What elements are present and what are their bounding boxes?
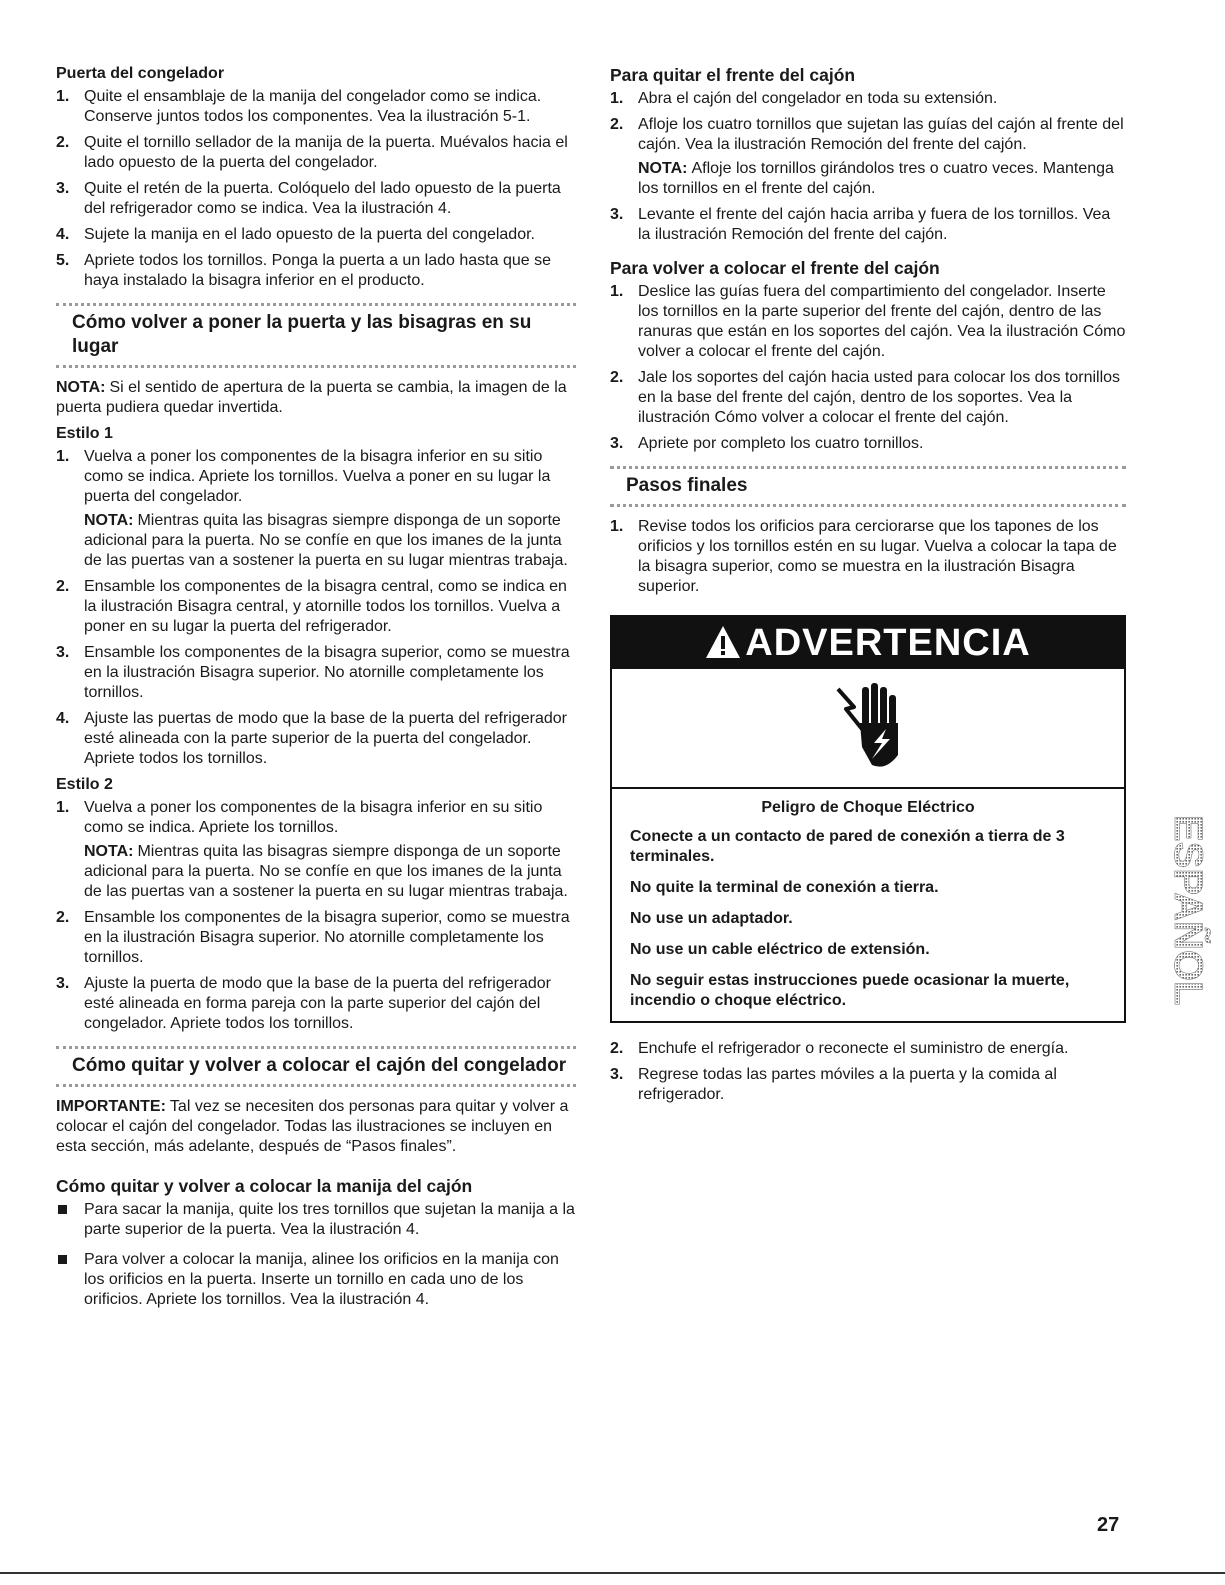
list-item: 3. Ensamble los componentes de la bisagra superior, como se muestra en la ilustración Bisagra superior. No atornille completamente los tornillos. [56,644,570,701]
step-note: NOTA: Mientras quita las bisagras siempre disponga de un soporte adicional para la puerta. No se confíe en que los imanes de la junta de las puertas van a sostener la puerta en su lugar mientras trabaja. [84,843,568,900]
handle-section-title: Cómo quitar y volver a colocar la manija del cajón [56,1176,473,1196]
handle-bullets-list [56,1200,576,1310]
warning-line: No quite la terminal de conexión a tierra. [630,879,939,896]
door-section-title: Puerta del congelador [56,65,225,82]
electric-shock-hand-icon [612,669,1124,789]
list-item: 2. Quite el tornillo sellador de la manija de la puerta. Muévalos hacia el lado opuesto de la puerta del congelador. [56,134,568,171]
warning-line: No seguir estas instrucciones puede ocasionar la muerte, incendio o choque eléctrico. [630,972,1070,1009]
remove-front-steps-list [610,89,1126,245]
list-item: 2. Enchufe el refrigerador o reconecte el suministro de energía. [610,1040,1069,1057]
list-item: 1. Quite el ensamblaje de la manija del congelador como se indica. Conserve juntos todos los componentes. Vea la ilustración 5-1. [56,88,542,125]
warning-box [610,615,1126,1023]
drawer-section-title: Cómo quitar y volver a colocar el cajón del congelador [56,1046,576,1087]
list-item: 3. Ajuste la puerta de modo que la base de la puerta del refrigerador esté alineada en forma pareja con la parte superior del cajón del congelador. Apriete todos los tornillos. [56,975,551,1032]
list-item: 2. Afloje los cuatro tornillos que sujetan las guías del cajón al frente del cajón. Vea la ilustración Remoción del frente del cajón. NOTA: Afloje los tornillos girándolos tres o cuatro veces. Mantenga los tornillos en el frente del cajón. [610,115,1126,199]
svg-text:ESPAÑOL: ESPAÑOL [1166,815,1210,1006]
page-number: 27 [1097,1514,1120,1536]
door-steps-list [56,87,576,291]
warning-line: Conecte a un contacto de pared de conexión a tierra de 3 terminales. [630,828,1065,865]
final-steps-title: Pasos finales [610,466,1126,507]
warning-body [612,789,1124,1021]
warning-line: No use un cable eléctrico de extensión. [630,941,930,958]
list-item: 3. Apriete por completo los cuatro tornillos. [610,435,924,452]
bottom-rule [0,1572,1225,1574]
warning-triangle-icon [705,621,741,673]
list-item: 2. Jale los soportes del cajón hacia usted para colocar los dos tornillos en la base del frente del cajón, dentro de los soportes. Vea la ilustración Cómo volver a colocar el frente del cajón. [610,369,1121,426]
style2-steps-list [56,798,576,1034]
final-steps-continued-list [610,1039,1126,1105]
language-side-tab [1143,815,1210,1060]
bullet-icon [58,1205,67,1214]
hazard-title: Peligro de Choque Eléctrico [761,799,975,816]
warning-line: No use un adaptador. [630,910,793,927]
step-note: NOTA: Afloje los tornillos girándolos tres o cuatro veces. Mantenga los tornillos en el frente del cajón. [638,160,1114,197]
bullet-icon [58,1255,67,1264]
list-item: 3. Regrese todas las partes móviles a la puerta y la comida al refrigerador. [610,1066,1057,1103]
list-item: Para sacar la manija, quite los tres tornillos que sujetan la manija a la parte superior de la puerta. Vea la ilustración 4. [56,1200,576,1240]
step-note: NOTA: Mientras quita las bisagras siempre disponga de un soporte adicional para la puerta. No se confíe en que los imanes de la junta de las puertas van a sostener la puerta en su lugar mientras trabaja. [84,512,568,569]
hinges-section-title: Cómo volver a poner la puerta y las bisagras en su lugar [56,303,576,368]
list-item: 4. Sujete la manija en el lado opuesto de la puerta del congelador. [56,226,535,243]
warning-header: ADVERTENCIA [612,617,1124,669]
list-item: 1. Abra el cajón del congelador en toda su extensión. [610,90,998,107]
hinges-note: NOTA: Si el sentido de apertura de la puerta se cambia, la imagen de la puerta pudiera quedar invertida. [56,379,567,416]
list-item: 1. Vuelva a poner los componentes de la bisagra inferior en su sitio como se indica. Apriete los tornillos. NOTA: Mientras quita las bisagras siempre disponga de un soporte adicional para la puerta. No se confíe en que los imanes de la junta de las puertas van a sostener la puerta en su lugar mientras trabaja. [56,798,576,902]
replace-front-title: Para volver a colocar el frente del cajón [610,258,940,278]
important-note: IMPORTANTE: Tal vez se necesiten dos personas para quitar y volver a colocar el cajón del congelador. Todas las ilustraciones se incluyen en esta sección, más adelante, después de “Pasos finales”. [56,1098,569,1155]
list-item: 4. Ajuste las puertas de modo que la base de la puerta del refrigerador esté alineada con la parte superior de la puerta del congelador. Apriete todos los tornillos. [56,710,567,767]
right-column [610,64,1126,1111]
list-item: 2. Ensamble los componentes de la bisagra central, como se indica en la ilustración Bisagra central, y atornille todos los tornillos. Vuelva a poner en su lugar la puerta del refrigerador. [56,578,567,635]
list-item: 1. Vuelva a poner los componentes de la bisagra inferior en su sitio como se indica. Apriete los tornillos. Vuelva a poner en su lugar la puerta del congelador. NOTA: Mientras quita las bisagras siempre disponga de un soporte adicional para la puerta. No se confíe en que los imanes de la junta de las puertas van a sostener la puerta en su lugar mientras trabaja. [56,447,576,571]
final-steps-list [610,517,1126,597]
list-item: 2. Ensamble los componentes de la bisagra superior, como se muestra en la ilustración Bisagra superior. No atornille completamente los tornillos. [56,909,570,966]
list-item: 3. Levante el frente del cajón hacia arriba y fuera de los tornillos. Vea la ilustración Remoción del frente del cajón. [610,206,1111,243]
list-item: 1. Revise todos los orificios para cerciorarse que los tapones de los orificios y los tornillos estén en su lugar. Vuelva a colocar la tapa de la bisagra superior, como se muestra en la ilustración Bisagra superior. [610,518,1117,595]
list-item: 5. Apriete todos los tornillos. Ponga la puerta a un lado hasta que se haya instalado la bisagra inferior en el producto. [56,252,551,289]
style1-steps-list [56,447,576,769]
style1-title: Estilo 1 [56,425,113,442]
remove-front-title: Para quitar el frente del cajón [610,65,856,85]
list-item: 1. Deslice las guías fuera del compartimiento del congelador. Inserte los tornillos en la parte superior del frente del cajón, dentro de las ranuras que están en los soportes del cajón. Vea la ilustración Cómo volver a colocar el frente del cajón. [610,283,1126,360]
left-column [56,64,576,1316]
list-item: Para volver a colocar la manija, alinee los orificios en la manija con los orificios en la puerta. Inserte un tornillo en cada uno de los orificios. Apriete los tornillos. Vea la ilustración 4. [56,1250,576,1310]
style2-title: Estilo 2 [56,776,113,793]
list-item: 3. Quite el retén de la puerta. Colóquelo del lado opuesto de la puerta del refrigerador como se indica. Vea la ilustración 4. [56,180,561,217]
replace-front-steps-list [610,282,1126,454]
